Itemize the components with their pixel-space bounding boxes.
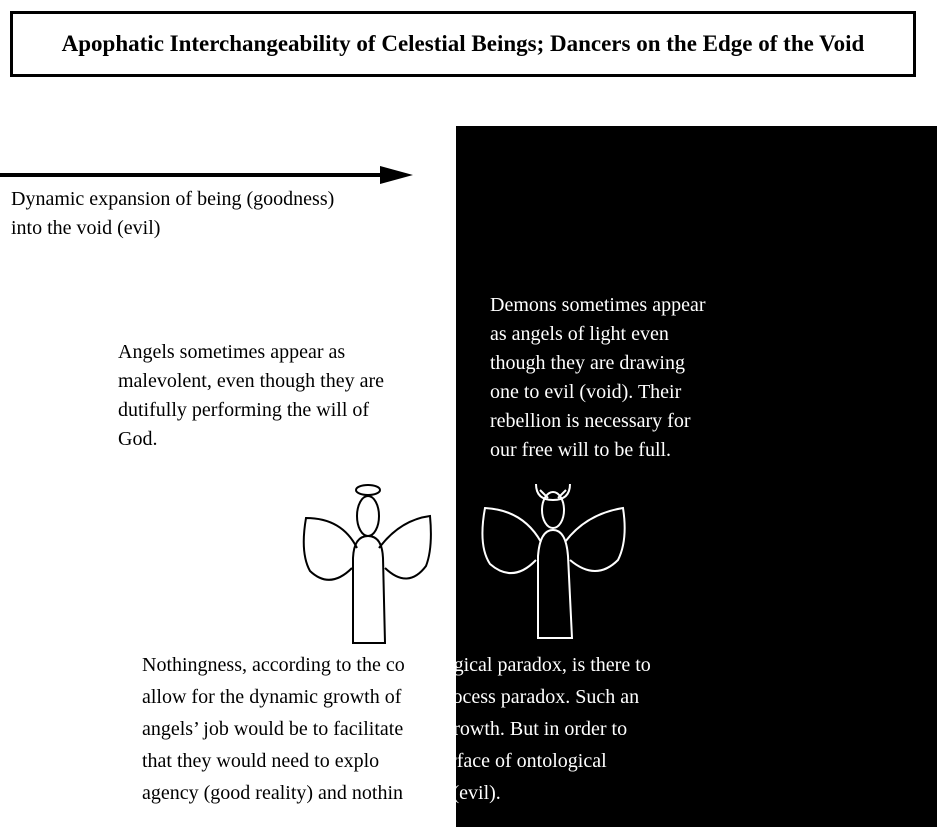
demons-description-line: as angels of light even [490, 323, 669, 345]
bottom-paragraph-line [142, 713, 782, 745]
bottom-text-dark: agency (good reality) and nothin [142, 782, 404, 804]
bottom-text-dark: angels’ job would be to facilitate [142, 718, 404, 740]
bottom-text-dark: Nothingness, according to the co [142, 654, 405, 676]
bottom-text-light: smological paradox, is there to [404, 654, 651, 676]
expansion-label [11, 185, 431, 243]
bottom-paragraph-line [142, 777, 782, 809]
demons-description-line: rebellion is necessary for [490, 410, 691, 432]
demons-description-line: Demons sometimes appear [490, 294, 706, 316]
angels-description [118, 338, 448, 454]
diagram-title: Apophatic Interchangeability of Celestial Beings; Dancers on the Edge of the Void [61, 31, 865, 56]
demons-description-line: though they are drawing [490, 352, 685, 374]
angels-description-line: Angels sometimes appear as [118, 341, 346, 363]
angels-description-line: God. [118, 428, 158, 450]
demons-description [490, 291, 760, 465]
bottom-paragraph-line [142, 745, 782, 777]
expansion-arrow-icon [0, 163, 420, 187]
angels-description-line: dutifully performing the will of [118, 399, 370, 421]
title-box [10, 11, 916, 77]
bottom-text-light: gness (evil). [403, 782, 501, 804]
bottom-paragraph-line [142, 681, 782, 713]
expansion-label-line: Dynamic expansion of being (goodness) [11, 188, 335, 210]
bottom-text-dark: that they would need to explo [142, 750, 380, 772]
bottom-text-light: he interface of ontological [396, 750, 607, 772]
bottom-text-light: that growth. But in order to [403, 718, 628, 740]
demon-figure-icon [478, 478, 630, 643]
demons-description-line: one to evil (void). Their [490, 381, 682, 403]
bottom-paragraph [142, 649, 782, 809]
bottom-text-light: the process paradox. Such an [406, 686, 640, 708]
bottom-paragraph-line [142, 649, 782, 681]
demons-description-line: our free will to be full. [490, 439, 672, 461]
expansion-label-line: into the void (evil) [11, 217, 161, 239]
bottom-text-dark: allow for the dynamic growth of [142, 686, 407, 708]
angel-figure-icon [300, 478, 436, 648]
angels-description-line: malevolent, even though they are [118, 370, 385, 392]
